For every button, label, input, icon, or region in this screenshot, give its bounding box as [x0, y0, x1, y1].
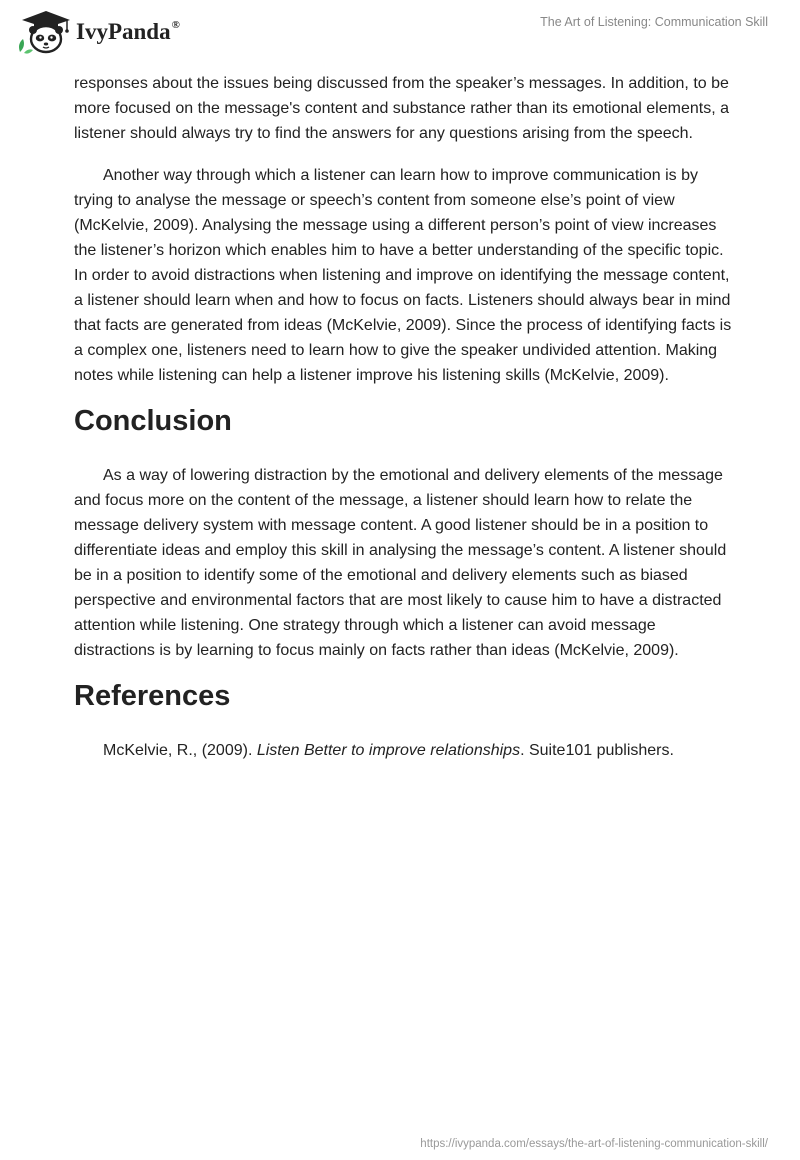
references-heading: References [74, 680, 231, 712]
reference-entry [74, 738, 734, 763]
conclusion-heading: Conclusion [74, 405, 232, 437]
panda-graduate-icon [14, 8, 76, 54]
reference-title: Listen Better to improve relationships [256, 742, 521, 759]
ivypanda-logo[interactable] [14, 8, 214, 54]
body-paragraph: Another way through which a listener can learn how to improve communication is by trying to analyse the message or speech’s content from someone else’s point of view (McKelvie, 2009). Analysing the message using a different person’s point of view increases the listener’s horizon which enables him to have a better understanding of the specific topic. In order to avoid distractions when listening and improve on identifying the message content, a listener should learn when and how to focus on facts. Listeners should always bear in mind that facts are generated from ideas (McKelvie, 2009). Since the process of identifying facts is a complex one, listeners need to learn how to give the speaker undivided attention. Making notes while listening can help a listener improve his listening skills (McKelvie, 2009). [74, 167, 732, 384]
registered-mark: ® [171, 19, 180, 32]
body-paragraph-continued: responses about the issues being discussed from the speaker’s messages. In addition, to be more focused on the message's content and substance rather than its emotional elements, a listener should always try to find the answers for any questions arising from the speech. [74, 75, 729, 142]
brand-name: IvyPanda [76, 19, 171, 44]
logo-wordmark [76, 19, 180, 45]
conclusion-paragraph: As a way of lowering distraction by the emotional and delivery elements of the message and focus more on the content of the message, a listener should learn how to relate the message delivery system with message content. A good listener should be in a position to differentiate ideas and employ this skill in analysing the message’s content. A listener should be in a position to identify some of the emotional and delivery elements such as biased perspective and environmental factors that are most likely to cause him to have a distracted attention while listening. One strategy through which a listener can avoid message distractions is by learning to focus mainly on facts rather than ideas (McKelvie, 2009). [74, 467, 727, 659]
source-url[interactable]: https://ivypanda.com/essays/the-art-of-listening-communication-skill/ [420, 1138, 768, 1150]
reference-publisher: . Suite101 publishers. [520, 742, 674, 759]
essay-content [74, 71, 734, 763]
reference-author-year: McKelvie, R., (2009). [103, 742, 257, 759]
essay-title-header: The Art of Listening: Communication Skill [540, 15, 768, 29]
page-header [0, 0, 800, 70]
